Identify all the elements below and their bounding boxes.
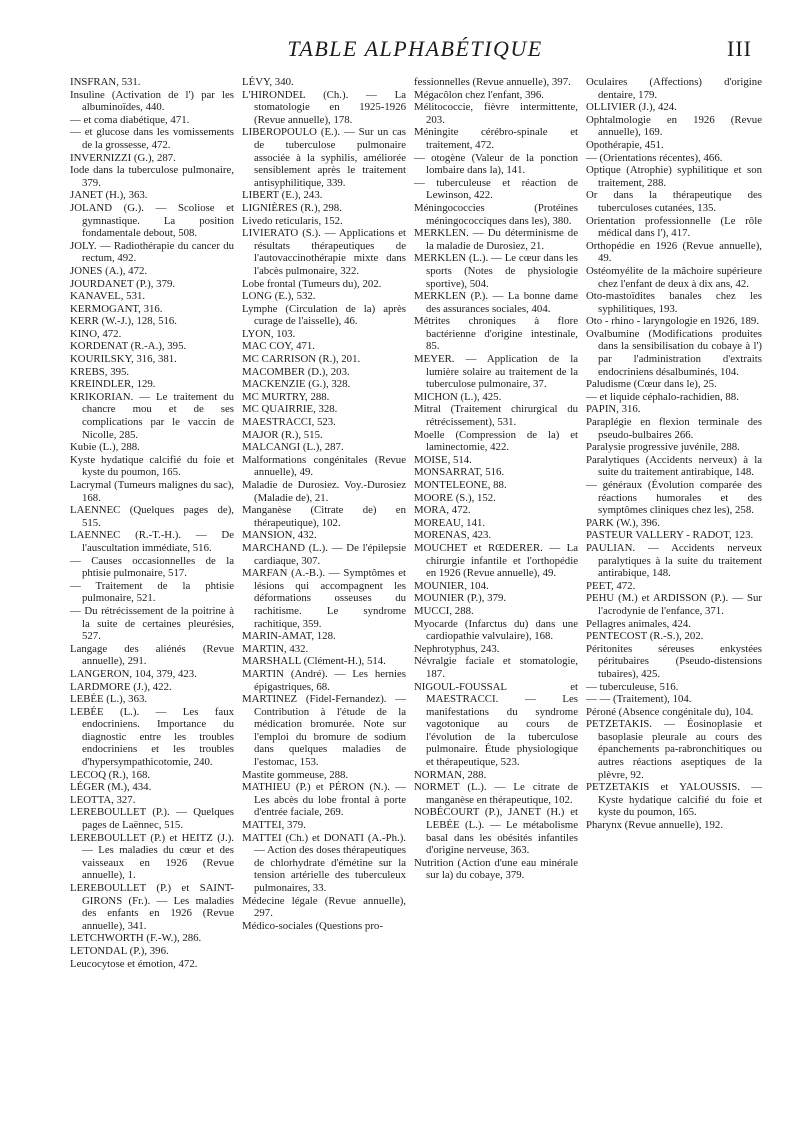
- index-entry: MUCCI, 288.: [414, 604, 474, 617]
- index-entry: — (Orientations récentes), 466.: [586, 151, 723, 164]
- index-entry: NORMAN, 288.: [414, 768, 487, 781]
- index-entry: KREINDLER, 129.: [70, 378, 156, 391]
- index-entry: Ovalbumine (Modifications produites dans la sensibilisation du cobaye à l') par l'administration d'extraits endocriniens désalbuminés, 104.: [586, 327, 762, 378]
- index-entry: Malformations congénitales (Revue annuelle), 49.: [242, 453, 406, 479]
- index-entry: PENTECOST (R.-S.), 202.: [586, 630, 704, 643]
- index-entry: LAENNEC (Quelques pages de), 515.: [70, 504, 234, 529]
- index-entry: PEET, 472.: [586, 579, 636, 592]
- index-entry: LECOQ (R.), 168.: [70, 768, 151, 781]
- index-entry: KRIKORIAN. — Le traitement du chancre mou et de ses complications par le vaccin de Nicolle, 285.: [70, 390, 234, 441]
- index-entry: MARFAN (A.-B.). — Symptômes et lésions qui accompagnent les déformations osseuses du rachitisme. Le syndrome rachitique, 359.: [242, 567, 406, 630]
- index-entry: Leucocytose et émotion, 472.: [70, 957, 198, 970]
- index-entry: — Traitement de la phtisie pulmonaire, 521.: [70, 579, 234, 605]
- index-entry: Méningococcies (Protéines méningococciques dans les), 380.: [414, 201, 578, 227]
- index-entry: MARSHALL (Clément-H.), 514.: [242, 655, 386, 668]
- index-entry: Moelle (Compression de la) et laminectomie, 422.: [414, 428, 578, 454]
- index-entry: PAPIN, 316.: [586, 403, 641, 416]
- index-entry: Paralytiques (Accidents nerveux) à la suite du traitement antirabique, 148.: [586, 453, 762, 479]
- index-entry: MAJOR (R.), 515.: [242, 428, 323, 441]
- index-entry: Optique (Atrophie) syphilitique et son traitement, 288.: [586, 164, 762, 189]
- index-entry: MATTEI (Ch.) et DONATI (A.-Ph.). — Action des doses thérapeutiques de chlorhydrate d'émétine sur la tension artérielle des tuberculeux pulmonaires, 33.: [242, 831, 406, 894]
- index-entry: MOISE, 514.: [414, 453, 472, 466]
- index-entry: PETZETAKIS. — Éosinoplasie et basoplasie pleurale au cours des épanchements pa-rabronchitiques ou autres réactions aseptiques de la plèvre, 92.: [586, 718, 762, 781]
- index-entry: LARDMORE (J.), 422.: [70, 680, 172, 693]
- index-entry: Nephrotyphus, 243.: [414, 642, 500, 655]
- index-entry: MONSARRAT, 516.: [414, 466, 505, 479]
- index-entry: Méningite cérébro-spinale et traitement, 472.: [414, 126, 578, 151]
- index-entry: MORENAS, 423.: [414, 529, 492, 542]
- index-entry: PETZETAKIS et YALOUSSIS. — Kyste hydatique calcifié du foie et kyste du poumon, 165.: [586, 781, 762, 819]
- index-entry: PAULIAN. — Accidents nerveux paralytiques à la suite du traitement antirabique, 148.: [586, 541, 762, 580]
- index-entry: — et coma diabétique, 471.: [70, 113, 190, 126]
- index-entry: KERR (W.-J.), 128, 516.: [70, 315, 177, 328]
- index-entry: MERKLEN (L.). — Le cœur dans les sports (Notes de physiologie sportive), 504.: [414, 252, 578, 290]
- index-entry: JOLY. — Radiothérapie du cancer du rectum, 492.: [70, 239, 234, 265]
- index-entry: Opothérapie, 451.: [586, 138, 664, 151]
- index-column-2: [242, 76, 406, 932]
- index-entry: L'HIRONDEL (Ch.). — La stomatologie en 1925-1926 (Revue annuelle), 178.: [242, 88, 406, 126]
- index-entry: Livedo reticularis, 152.: [242, 214, 343, 227]
- index-entry: Péritonites séreuses enkystées péritubaires (Pseudo-distensions tubaires), 425.: [586, 642, 762, 680]
- index-entry: LAENNEC (R.-T.-H.). — De l'auscultation immédiate, 516.: [70, 529, 234, 554]
- index-entry: Oto-mastoïdites banales chez les syphilitiques, 193.: [586, 290, 762, 315]
- index-entry: Iode dans la tuberculose pulmonaire, 379.: [70, 164, 234, 189]
- index-entry: Or dans la thérapeutique des tuberculoses cutanées, 135.: [586, 189, 762, 214]
- index-entry: MALCANGI (L.), 287.: [242, 441, 344, 454]
- index-entry: MOUCHET et RŒDERER. — La chirurgie infantile et l'orthopédie en 1926 (Revue annuelle), 49.: [414, 541, 578, 580]
- index-entry: LONG (E.), 532.: [242, 290, 316, 303]
- page-title: TABLE ALPHABÉTIQUE: [287, 36, 543, 61]
- index-entry: MARTINEZ (Fidel-Fernandez). — Contribution à l'étude de la médication bromurée. Note sur l'emploi du bromure de sodium dans quelques maladies de l'estomac, 153.: [242, 693, 406, 769]
- index-entry: MARTIN, 432.: [242, 642, 309, 655]
- index-entry: Myocarde (Infarctus du) dans une cardiopathie valvulaire), 168.: [414, 617, 578, 643]
- page-number: III: [727, 36, 752, 61]
- index-entry: Péroné (Absence congénitale du), 104.: [586, 705, 754, 718]
- index-entry: LEBÉE (L.). — Les faux endocriniens. Importance du diagnostic entre les troubles endocriniens et les troubles d'hypersympathicotomie, 240.: [70, 705, 234, 769]
- index-entry: LEBÉE (L.), 363.: [70, 693, 148, 706]
- index-entry: Mastite gommeuse, 288.: [242, 768, 349, 781]
- index-entry: Maladie de Durosiez. Voy.-Durosiez (Maladie de), 21.: [242, 479, 406, 504]
- index-entry: — et liquide céphalo-rachidien, 88.: [586, 390, 739, 403]
- index-entry: Mitral (Traitement chirurgical du rétrécissement), 531.: [414, 403, 578, 429]
- index-entry: MERKLEN (P.). — La bonne dame des assurances sociales, 404.: [414, 290, 578, 315]
- index-entry: JONES (A.), 472.: [70, 264, 148, 277]
- index-entry: LEREBOULLET (P.). — Quelques pages de Laënnec, 515.: [70, 806, 234, 832]
- index-entry: Lymphe (Circulation de la) après curage de l'aisselle), 46.: [242, 302, 406, 328]
- index-entry: Paludisme (Cœur dans le), 25.: [586, 378, 717, 391]
- index-entry: Névralgie faciale et stomatologie, 187.: [414, 655, 578, 680]
- index-entry: LÉVY, 340.: [242, 76, 294, 88]
- index-entry: LETONDAL (P.), 396.: [70, 944, 169, 957]
- index-column-3: [414, 76, 578, 882]
- index-entry: Lobe frontal (Tumeurs du), 202.: [242, 277, 382, 290]
- index-entry: MARCHAND (L.). — De l'épilepsie cardiaque, 307.: [242, 541, 406, 567]
- index-entry: INVERNIZZI (G.), 287.: [70, 151, 176, 164]
- index-entry: JOURDANET (P.), 379.: [70, 277, 176, 290]
- index-columns: [70, 76, 792, 1136]
- index-entry: MOORE (S.), 152.: [414, 491, 496, 504]
- index-entry: Manganèse (Citrate de) en thérapeutique), 102.: [242, 504, 406, 529]
- index-entry: MEYER. — Application de la lumière solaire au traitement de la tuberculose pulmonaire, 37.: [414, 353, 578, 391]
- index-entry: Orthopédie en 1926 (Revue annuelle), 49.: [586, 239, 762, 265]
- index-entry: MONTELEONE, 88.: [414, 479, 507, 491]
- index-entry: — généraux (Évolution comparée des réactions humorales et des symptômes cliniques chez les), 258.: [586, 479, 762, 517]
- index-entry: Insuline (Activation de l') par les albuminoïdes, 440.: [70, 88, 234, 114]
- index-entry: — Causes occasionnelles de la phtisie pulmonaire, 517.: [70, 554, 234, 580]
- index-entry: — tuberculeuse, 516.: [586, 680, 679, 693]
- index-entry: Orientation professionnelle (Le rôle médical dans l'), 417.: [586, 214, 762, 240]
- index-entry: MOREAU, 141.: [414, 516, 486, 529]
- index-entry: — Du rétrécissement de la poitrine à la suite de certaines pleurésies, 527.: [70, 604, 234, 643]
- index-entry: KINO, 472.: [70, 327, 122, 340]
- index-entry: KERMOGANT, 316.: [70, 302, 163, 315]
- index-entry: MERKLEN. — Du déterminisme de la maladie de Durosiez, 21.: [414, 227, 578, 252]
- index-entry: Oculaires (Affections) d'origine dentaire, 179.: [586, 76, 762, 101]
- index-entry: — et glucose dans les vomissements de la grossesse, 472.: [70, 126, 234, 151]
- index-entry: MACKENZIE (G.), 328.: [242, 378, 351, 391]
- index-entry: MORA, 472.: [414, 504, 471, 517]
- index-entry: JANET (H.), 363.: [70, 189, 148, 202]
- index-entry: — tuberculeuse et réaction de Lewinson, 422.: [414, 176, 578, 202]
- index-entry: Mégacôlon chez l'enfant, 396.: [414, 88, 544, 101]
- index-entry: MATTEI, 379.: [242, 819, 306, 832]
- index-entry: MAESTRACCI, 523.: [242, 416, 336, 429]
- index-entry: LIBERT (E.), 243.: [242, 189, 323, 202]
- index-entry: KREBS, 395.: [70, 365, 130, 378]
- index-entry: Ophtalmologie en 1926 (Revue annuelle), 169.: [586, 113, 762, 139]
- index-entry: LANGERON, 104, 379, 423.: [70, 667, 197, 680]
- index-entry: LEREBOULLET (P.) et SAINT-GIRONS (Fr.). — Les maladies des enfants en 1926 (Revue annuelle), 341.: [70, 882, 234, 932]
- index-entry: — otogène (Valeur de la ponction lombaire dans la), 141.: [414, 151, 578, 177]
- index-entry: Paralysie progressive juvénile, 288.: [586, 441, 740, 454]
- index-entry: Pharynx (Revue annuelle), 192.: [586, 819, 724, 832]
- index-entry: MATHIEU (P.) et PÉRON (N.). — Les abcès du lobe frontal à porte d'entrée faciale, 269.: [242, 781, 406, 819]
- index-entry: INSFRAN, 531.: [70, 76, 141, 88]
- index-entry: NOBÉCOURT (P.), JANET (H.) et LEBÉE (L.). — Le métabolisme basal dans les obésités infantiles d'origine nerveuse, 363.: [414, 806, 578, 857]
- index-entry: OLLIVIER (J.), 424.: [586, 101, 677, 114]
- index-column-1: [70, 76, 234, 970]
- index-entry: fessionnelles (Revue annuelle), 397.: [414, 76, 571, 88]
- index-entry: MC CARRISON (R.), 201.: [242, 353, 361, 366]
- index-entry: LIBEROPOULO (E.). — Sur un cas de tuberculose pulmonaire associée à la syphilis, améliorée sensiblement après le traitement antisyphilitique, 339.: [242, 126, 406, 189]
- index-entry: LIGNIÈRES (R.), 298.: [242, 201, 342, 214]
- index-entry: Pellagres animales, 424.: [586, 617, 691, 630]
- index-entry: PARK (W.), 396.: [586, 516, 660, 529]
- index-entry: Métrites chroniques à flore bactérienne d'origine intestinale, 85.: [414, 315, 578, 353]
- index-entry: Médecine légale (Revue annuelle), 297.: [242, 894, 406, 920]
- index-entry: MARIN-AMAT, 128.: [242, 630, 336, 643]
- index-entry: Ostéomyélite de la mâchoire supérieure chez l'enfant de deux à dix ans, 42.: [586, 264, 762, 290]
- page-header: [70, 36, 760, 66]
- index-entry: Kubie (L.), 288.: [70, 441, 140, 454]
- index-entry: MACOMBER (D.), 203.: [242, 365, 350, 378]
- index-entry: Langage des aliénés (Revue annuelle), 291.: [70, 642, 234, 668]
- index-column-4: [586, 76, 762, 832]
- index-entry: LEOTTA, 327.: [70, 793, 136, 806]
- index-entry: NIGOUL-FOUSSAL et MAESTRACCI. — Les manifestations du syndrome vagotonique au cours de l'évolution de la tuberculose pulmonaire. Étude physiologique et thérapeutique, 523.: [414, 680, 578, 769]
- index-entry: Paraplégie en flexion terminale des pseudo-bulbaires 266.: [586, 416, 762, 441]
- index-entry: Nutrition (Action d'une eau minérale sur la) du cobaye, 379.: [414, 856, 578, 882]
- index-entry: JOLAND (G.). — Scoliose et gymnastique. La position fondamentale debout, 508.: [70, 201, 234, 240]
- index-entry: NORMET (L.). — Le citrate de manganèse en thérapeutique, 102.: [414, 781, 578, 806]
- index-entry: PASTEUR VALLERY - RADOT, 123.: [586, 529, 754, 542]
- index-entry: MOUNIER (P.), 379.: [414, 592, 507, 605]
- index-entry: Médico-sociales (Questions pro-: [242, 919, 383, 932]
- index-entry: LEREBOULLET (P.) et HEITZ (J.). — Les maladies du cœur et des vaisseaux en 1926 (Revue annuelle), 1.: [70, 831, 234, 882]
- index-entry: Mélitococcie, fièvre intermittente, 203.: [414, 101, 578, 126]
- index-entry: MC MURTRY, 288.: [242, 390, 330, 403]
- index-entry: Lacrymal (Tumeurs malignes du sac), 168.: [70, 479, 234, 504]
- index-entry: LETCHWORTH (F.-W.), 286.: [70, 932, 202, 945]
- index-entry: KORDENAT (R.-A.), 395.: [70, 340, 187, 353]
- index-entry: KANAVEL, 531.: [70, 290, 146, 303]
- index-entry: LYON, 103.: [242, 327, 296, 340]
- index-entry: MICHON (L.), 425.: [414, 390, 502, 403]
- index-entry: Oto - rhino - laryngologie en 1926, 189.: [586, 315, 760, 328]
- index-entry: MC QUAIRRIE, 328.: [242, 403, 338, 416]
- index-entry: LÉGER (M.), 434.: [70, 781, 152, 794]
- index-entry: LIVIERATO (S.). — Applications et résultats thérapeutiques de l'autovaccinothérapie mixte dans l'abcès pulmonaire, 322.: [242, 227, 406, 277]
- index-entry: KOURILSKY, 316, 381.: [70, 353, 177, 366]
- index-entry: Kyste hydatique calcifié du foie et kyste du poumon, 165.: [70, 453, 234, 479]
- index-entry: MARTIN (André). — Les hernies épigastriques, 68.: [242, 667, 406, 693]
- index-entry: MANSION, 432.: [242, 529, 317, 542]
- index-entry: — — (Traitement), 104.: [586, 693, 692, 706]
- index-entry: PEHU (M.) et ARDISSON (P.). — Sur l'acrodynie de l'enfance, 371.: [586, 592, 762, 617]
- index-entry: MAC COY, 471.: [242, 340, 315, 353]
- index-entry: MOUNIER, 104.: [414, 579, 489, 592]
